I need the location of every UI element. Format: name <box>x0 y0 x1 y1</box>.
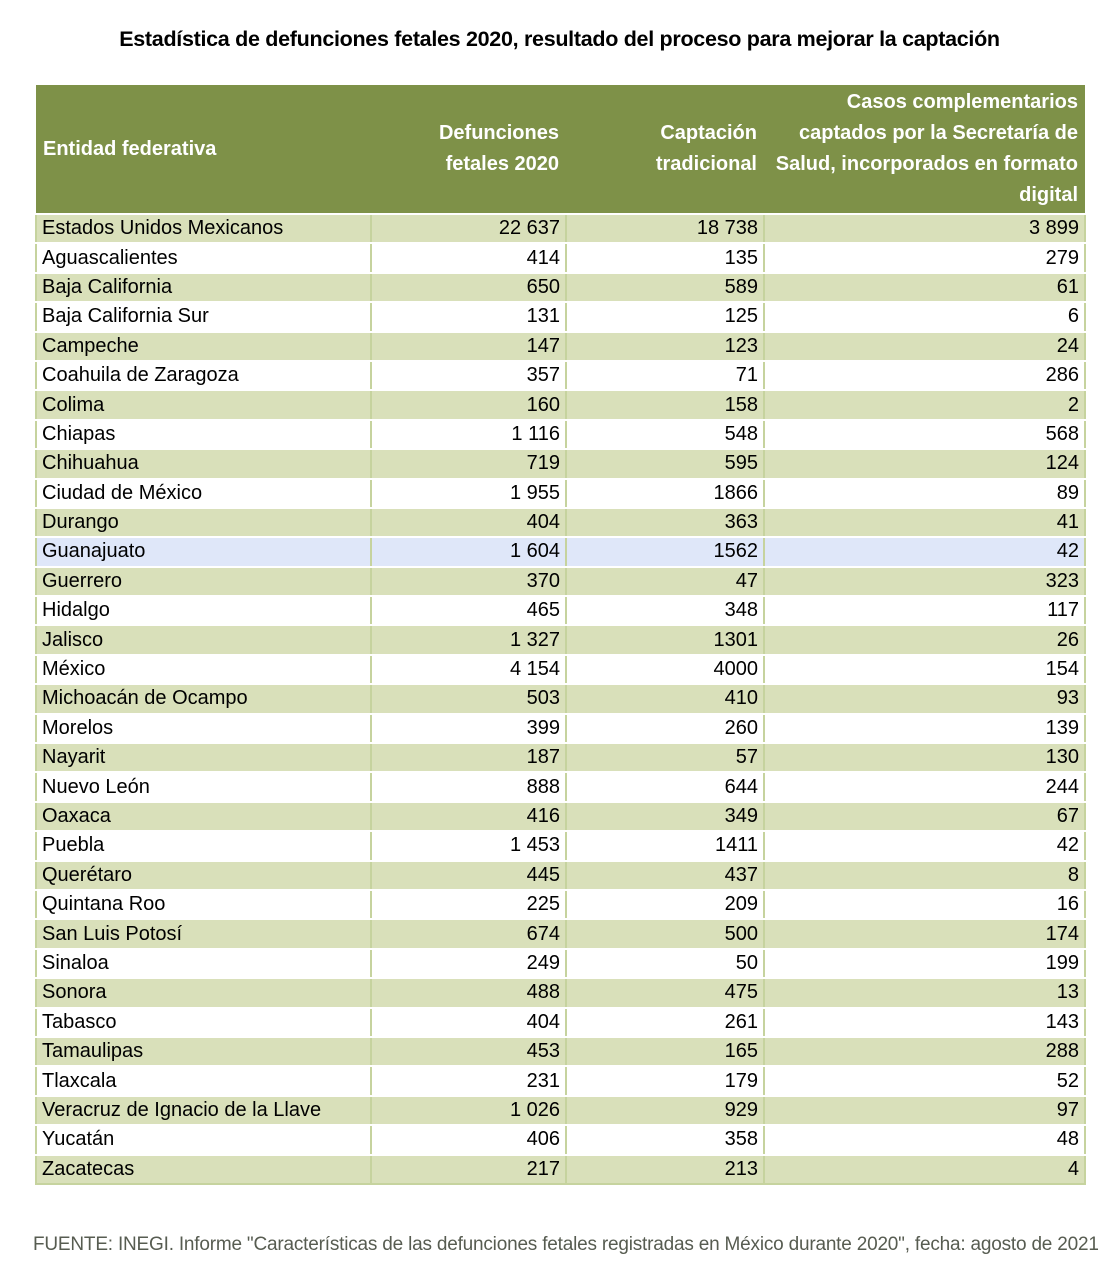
complementarios-cell: 286 <box>764 361 1085 390</box>
captacion-cell: 123 <box>566 332 764 361</box>
complementarios-cell: 2 <box>764 390 1085 419</box>
table-row[interactable] <box>36 390 1085 419</box>
captacion-cell: 1562 <box>566 537 764 566</box>
complementarios-cell: 26 <box>764 625 1085 654</box>
captacion-cell: 47 <box>566 567 764 596</box>
table-row[interactable] <box>36 596 1085 625</box>
statistics-table <box>35 85 1084 1185</box>
complementarios-cell: 4 <box>764 1155 1085 1184</box>
defunciones-cell: 399 <box>371 714 566 743</box>
captacion-cell: 475 <box>566 978 764 1007</box>
complementarios-cell: 48 <box>764 1125 1085 1154</box>
complementarios-cell: 143 <box>764 1008 1085 1037</box>
defunciones-cell: 131 <box>371 302 566 331</box>
defunciones-cell: 4 154 <box>371 655 566 684</box>
entity-cell: Colima <box>36 390 371 419</box>
defunciones-cell: 187 <box>371 743 566 772</box>
complementarios-cell: 42 <box>764 831 1085 860</box>
entity-cell: Veracruz de Ignacio de la Llave <box>36 1096 371 1125</box>
table-row[interactable] <box>36 332 1085 361</box>
complementarios-cell: 199 <box>764 949 1085 978</box>
complementarios-cell: 323 <box>764 567 1085 596</box>
header-row <box>36 85 1085 214</box>
column-header-entidad-federativa: Entidad federativa <box>36 85 371 214</box>
captacion-cell: 358 <box>566 1125 764 1154</box>
captacion-cell: 213 <box>566 1155 764 1184</box>
complementarios-cell: 6 <box>764 302 1085 331</box>
defunciones-cell: 404 <box>371 508 566 537</box>
page-title: Estadística de defunciones fetales 2020, resultado del proceso para mejorar la captación <box>119 27 1000 51</box>
complementarios-cell: 24 <box>764 332 1085 361</box>
complementarios-cell: 139 <box>764 714 1085 743</box>
defunciones-cell: 357 <box>371 361 566 390</box>
defunciones-cell: 406 <box>371 1125 566 1154</box>
defunciones-cell: 147 <box>371 332 566 361</box>
entity-cell: Ciudad de México <box>36 479 371 508</box>
table-row[interactable] <box>36 1066 1085 1095</box>
complementarios-cell: 52 <box>764 1066 1085 1095</box>
entity-cell: Sonora <box>36 978 371 1007</box>
defunciones-cell: 488 <box>371 978 566 1007</box>
table-row[interactable] <box>36 772 1085 801</box>
entity-cell: Nuevo León <box>36 772 371 801</box>
complementarios-cell: 16 <box>764 890 1085 919</box>
complementarios-cell: 124 <box>764 449 1085 478</box>
table-row[interactable] <box>36 890 1085 919</box>
captacion-cell: 260 <box>566 714 764 743</box>
entity-cell: Morelos <box>36 714 371 743</box>
entity-cell: Estados Unidos Mexicanos <box>36 214 371 243</box>
table-body <box>36 214 1085 1184</box>
table-row[interactable] <box>36 655 1085 684</box>
entity-cell: Hidalgo <box>36 596 371 625</box>
complementarios-cell: 279 <box>764 243 1085 272</box>
complementarios-cell: 568 <box>764 420 1085 449</box>
captacion-cell: 595 <box>566 449 764 478</box>
defunciones-cell: 1 453 <box>371 831 566 860</box>
table-row[interactable] <box>36 743 1085 772</box>
entity-cell: Yucatán <box>36 1125 371 1154</box>
captacion-cell: 209 <box>566 890 764 919</box>
captacion-cell: 50 <box>566 949 764 978</box>
captacion-cell: 57 <box>566 743 764 772</box>
captacion-cell: 261 <box>566 1008 764 1037</box>
complementarios-cell: 13 <box>764 978 1085 1007</box>
captacion-cell: 929 <box>566 1096 764 1125</box>
table-row[interactable] <box>36 1096 1085 1125</box>
table-row[interactable] <box>36 714 1085 743</box>
table-row[interactable] <box>36 537 1085 566</box>
table-row[interactable] <box>36 361 1085 390</box>
table-row[interactable] <box>36 567 1085 596</box>
complementarios-cell: 244 <box>764 772 1085 801</box>
captacion-cell: 437 <box>566 861 764 890</box>
table-row[interactable] <box>36 978 1085 1007</box>
entity-cell: Michoacán de Ocampo <box>36 684 371 713</box>
table-row[interactable] <box>36 243 1085 272</box>
table-row[interactable] <box>36 479 1085 508</box>
table-row[interactable] <box>36 449 1085 478</box>
captacion-cell: 179 <box>566 1066 764 1095</box>
complementarios-cell: 174 <box>764 919 1085 948</box>
table-row[interactable] <box>36 861 1085 890</box>
table-row[interactable] <box>36 1125 1085 1154</box>
table-row[interactable] <box>36 1037 1085 1066</box>
entity-cell: Quintana Roo <box>36 890 371 919</box>
defunciones-cell: 719 <box>371 449 566 478</box>
complementarios-cell: 97 <box>764 1096 1085 1125</box>
table-row[interactable] <box>36 508 1085 537</box>
defunciones-cell: 1 955 <box>371 479 566 508</box>
table-header <box>36 85 1085 214</box>
defunciones-cell: 231 <box>371 1066 566 1095</box>
captacion-cell: 135 <box>566 243 764 272</box>
table-row[interactable] <box>36 1008 1085 1037</box>
entity-cell: Tlaxcala <box>36 1066 371 1095</box>
column-header-casos-complementarios: Casos complementarios captados por la Secretaría de Salud, incorporados en formato digital <box>764 85 1085 214</box>
defunciones-cell: 1 116 <box>371 420 566 449</box>
captacion-cell: 349 <box>566 802 764 831</box>
captacion-cell: 71 <box>566 361 764 390</box>
table-row[interactable] <box>36 420 1085 449</box>
entity-cell: Guerrero <box>36 567 371 596</box>
entity-cell: Sinaloa <box>36 949 371 978</box>
complementarios-cell: 154 <box>764 655 1085 684</box>
column-header-defunciones-fetales: Defunciones fetales 2020 <box>371 85 566 214</box>
captacion-cell: 644 <box>566 772 764 801</box>
table-row[interactable] <box>36 302 1085 331</box>
complementarios-cell: 3 899 <box>764 214 1085 243</box>
column-header-captacion-tradicional: Captación tradicional <box>566 85 764 214</box>
entity-cell: Tabasco <box>36 1008 371 1037</box>
defunciones-cell: 404 <box>371 1008 566 1037</box>
defunciones-cell: 1 026 <box>371 1096 566 1125</box>
defunciones-cell: 465 <box>371 596 566 625</box>
table-row[interactable] <box>36 831 1085 860</box>
defunciones-cell: 445 <box>371 861 566 890</box>
entity-cell: Chihuahua <box>36 449 371 478</box>
entity-cell: Coahuila de Zaragoza <box>36 361 371 390</box>
defunciones-cell: 160 <box>371 390 566 419</box>
captacion-cell: 348 <box>566 596 764 625</box>
complementarios-cell: 93 <box>764 684 1085 713</box>
entity-cell: Tamaulipas <box>36 1037 371 1066</box>
table-row[interactable] <box>36 684 1085 713</box>
entity-cell: Puebla <box>36 831 371 860</box>
complementarios-cell: 61 <box>764 273 1085 302</box>
complementarios-cell: 288 <box>764 1037 1085 1066</box>
complementarios-cell: 130 <box>764 743 1085 772</box>
defunciones-cell: 503 <box>371 684 566 713</box>
captacion-cell: 1301 <box>566 625 764 654</box>
table-row[interactable] <box>36 625 1085 654</box>
captacion-cell: 589 <box>566 273 764 302</box>
table-row[interactable] <box>36 949 1085 978</box>
captacion-cell: 18 738 <box>566 214 764 243</box>
entity-cell: Chiapas <box>36 420 371 449</box>
complementarios-cell: 8 <box>764 861 1085 890</box>
entity-cell: Baja California <box>36 273 371 302</box>
entity-cell: Aguascalientes <box>36 243 371 272</box>
captacion-cell: 363 <box>566 508 764 537</box>
complementarios-cell: 42 <box>764 537 1085 566</box>
defunciones-cell: 22 637 <box>371 214 566 243</box>
defunciones-cell: 414 <box>371 243 566 272</box>
entity-cell: Guanajuato <box>36 537 371 566</box>
complementarios-cell: 117 <box>764 596 1085 625</box>
defunciones-cell: 1 604 <box>371 537 566 566</box>
captacion-cell: 410 <box>566 684 764 713</box>
captacion-cell: 125 <box>566 302 764 331</box>
source-note: FUENTE: INEGI. Informe "Características de las defunciones fetales registradas en México durante 2020", fecha: agosto de 2021 <box>33 1234 1099 1255</box>
complementarios-cell: 41 <box>764 508 1085 537</box>
entity-cell: Campeche <box>36 332 371 361</box>
captacion-cell: 1411 <box>566 831 764 860</box>
entity-cell: Jalisco <box>36 625 371 654</box>
table-row[interactable] <box>36 802 1085 831</box>
captacion-cell: 158 <box>566 390 764 419</box>
table-row[interactable] <box>36 214 1085 243</box>
complementarios-cell: 67 <box>764 802 1085 831</box>
table-row[interactable] <box>36 273 1085 302</box>
defunciones-cell: 1 327 <box>371 625 566 654</box>
entity-cell: Querétaro <box>36 861 371 890</box>
entity-cell: Zacatecas <box>36 1155 371 1184</box>
table-row[interactable] <box>36 1155 1085 1184</box>
captacion-cell: 500 <box>566 919 764 948</box>
defunciones-cell: 416 <box>371 802 566 831</box>
entity-cell: Baja California Sur <box>36 302 371 331</box>
captacion-cell: 165 <box>566 1037 764 1066</box>
defunciones-cell: 453 <box>371 1037 566 1066</box>
entity-cell: México <box>36 655 371 684</box>
defunciones-cell: 249 <box>371 949 566 978</box>
captacion-cell: 548 <box>566 420 764 449</box>
captacion-cell: 1866 <box>566 479 764 508</box>
entity-cell: Nayarit <box>36 743 371 772</box>
defunciones-cell: 370 <box>371 567 566 596</box>
entity-cell: San Luis Potosí <box>36 919 371 948</box>
complementarios-cell: 89 <box>764 479 1085 508</box>
defunciones-cell: 650 <box>371 273 566 302</box>
defunciones-cell: 888 <box>371 772 566 801</box>
defunciones-cell: 217 <box>371 1155 566 1184</box>
table-row[interactable] <box>36 919 1085 948</box>
defunciones-cell: 225 <box>371 890 566 919</box>
entity-cell: Durango <box>36 508 371 537</box>
captacion-cell: 4000 <box>566 655 764 684</box>
defunciones-cell: 674 <box>371 919 566 948</box>
entity-cell: Oaxaca <box>36 802 371 831</box>
